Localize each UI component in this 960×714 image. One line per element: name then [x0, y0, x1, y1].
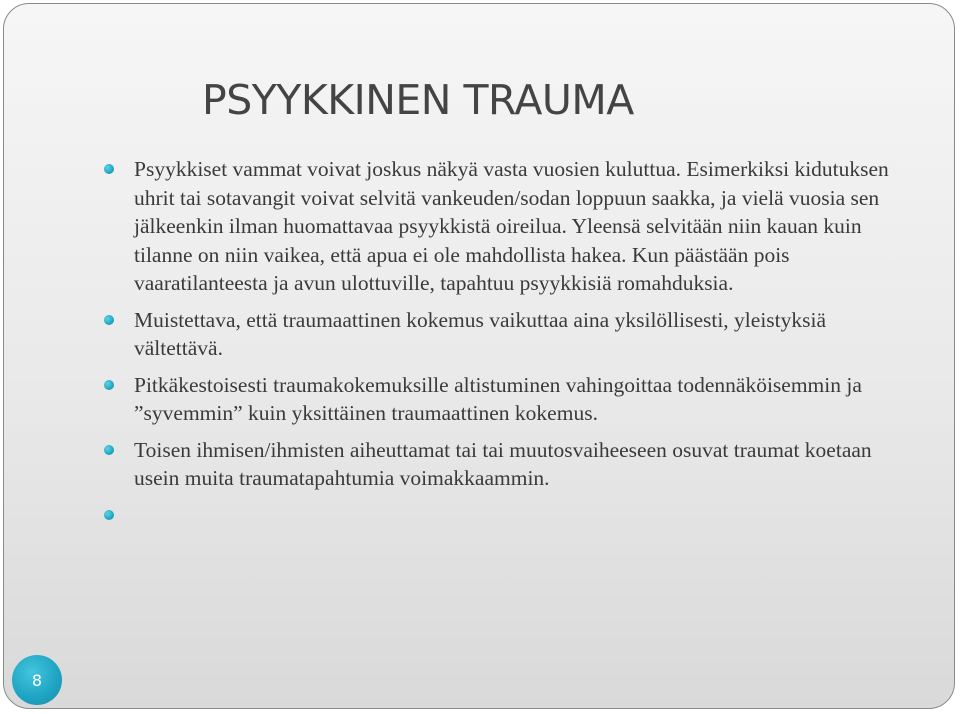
bullet-icon [104, 380, 114, 390]
slide [3, 3, 955, 709]
bullet-item [104, 371, 904, 428]
bullet-item-empty [104, 501, 904, 529]
bullet-item [104, 306, 904, 363]
slide-title: PSYYKKINEN TRAUMA [202, 76, 634, 124]
bullet-list [104, 155, 904, 537]
bullet-icon [104, 315, 114, 325]
bullet-icon [104, 445, 114, 455]
bullet-item [104, 436, 904, 493]
bullet-icon [104, 510, 114, 520]
bullet-icon [104, 164, 114, 174]
page-number-badge [12, 655, 62, 705]
bullet-text: Toisen ihmisen/ihmisten aiheuttamat tai tai muutosvaiheeseen osuvat traumat koetaan usein muita traumatapahtumia voimakkaammin. [134, 437, 872, 490]
bullet-text: Psyykkiset vammat voivat joskus näkyä vasta vuosien kuluttua. Esimerkiksi kidutuksen uhrit tai sotavangit voivat selvitä vankeuden/sodan loppuun saakka, ja vielä vuosia sen jälkeenkin ilman huomattavaa psyykkistä oireilua. Yleensä selvitään niin kauan kuin tilanne on niin vaikea, että apua ei ole mahdollista hakea. Kun päästään pois vaaratilanteesta ja avun ulottuville, tapahtuu psyykkisiä romahduksia. [134, 157, 889, 295]
bullet-text: Muistettava, että traumaattinen kokemus vaikuttaa aina yksilöllisesti, yleistyksiä vältettävä. [134, 307, 827, 360]
page-number: 8 [31, 670, 43, 690]
bullet-text: Pitkäkestoisesti traumakokemuksille altistuminen vahingoittaa todennäköisemmin ja ”syvemmin” kuin yksittäinen traumaattinen kokemus. [134, 372, 862, 425]
bullet-item [104, 155, 904, 298]
